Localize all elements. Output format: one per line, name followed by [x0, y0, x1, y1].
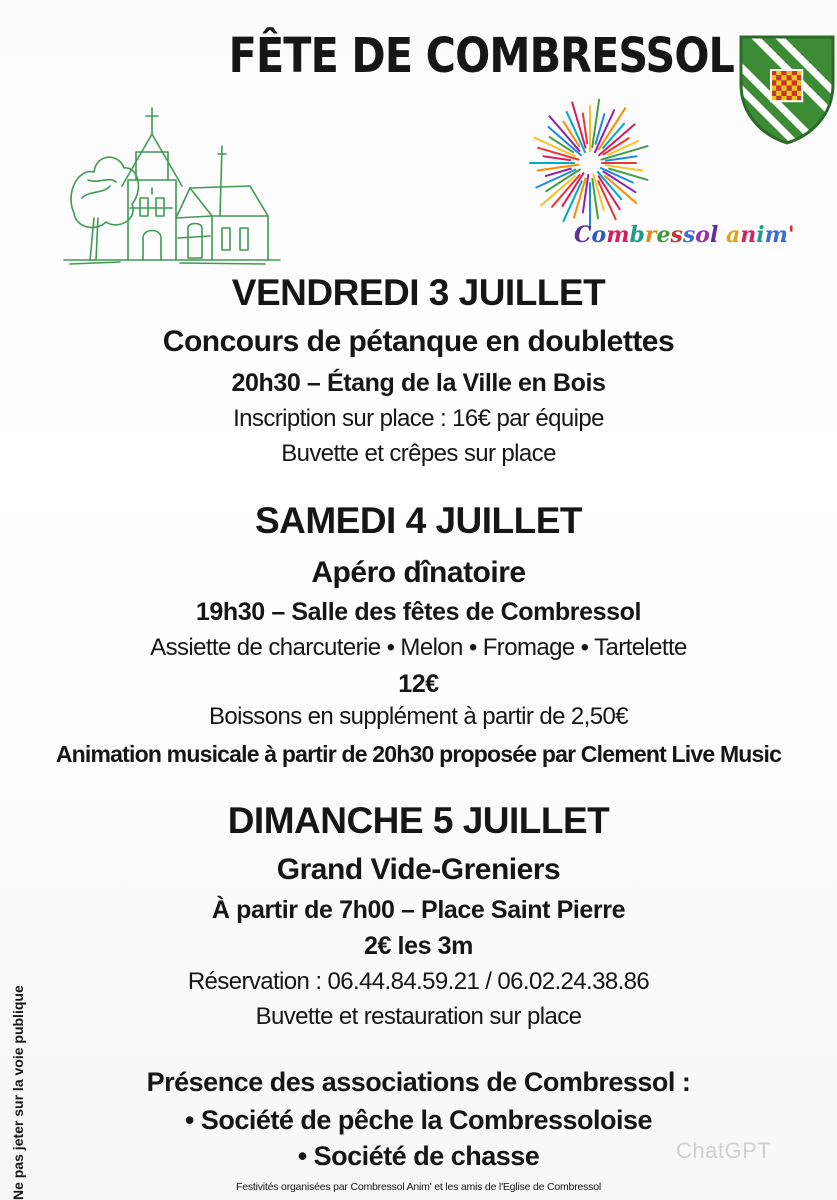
- page-title: FÊTE DE COMBRESSOL: [228, 28, 734, 84]
- logo-letter: m: [764, 222, 788, 248]
- watermark: ChatGPT: [676, 1138, 772, 1163]
- logo-letter: a: [725, 222, 741, 248]
- logo-letter: ': [787, 222, 795, 248]
- friday-time-place: 20h30 – Étang de la Ville en Bois: [231, 369, 606, 397]
- footer-credits: Festivités organisées par Combressol Anim' et les amis de l'Eglise de Combressol: [236, 1181, 601, 1193]
- sunday-event-title: Grand Vide-Greniers: [276, 853, 561, 886]
- saturday-music: Animation musicale à partir de 20h30 proposée par Clement Live Music: [55, 741, 782, 767]
- association-logo-text: [574, 222, 795, 248]
- logo-letter: s: [670, 222, 683, 248]
- coat-of-arms-icon: [738, 34, 836, 146]
- sunday-refreshments: Buvette et restauration sur place: [255, 1003, 582, 1030]
- sunday-price: 2€ les 3m: [364, 932, 473, 960]
- logo-letter: o: [591, 222, 607, 248]
- association-item: • Société de pêche la Combressoloise: [184, 1105, 653, 1135]
- friday-event-title: Concours de pétanque en doublettes: [162, 325, 675, 358]
- sunday-reservation: Réservation : 06.44.84.59.21 / 06.02.24.38.86: [187, 968, 650, 995]
- saturday-price: 12€: [398, 670, 439, 698]
- saturday-day-heading: SAMEDI 4 JUILLET: [254, 500, 583, 541]
- side-note: Ne pas jeter sur la voie publique: [10, 985, 26, 1200]
- logo-letter: l: [709, 222, 719, 248]
- friday-registration: Inscription sur place : 16€ par équipe: [233, 405, 604, 432]
- fireworks-icon: [515, 95, 670, 235]
- logo-letter: o: [695, 222, 710, 248]
- logo-letter: r: [644, 222, 657, 248]
- logo-letter: e: [656, 222, 671, 248]
- logo-letter: [718, 222, 726, 248]
- logo-letter: m: [606, 222, 630, 248]
- sunday-time-place: À partir de 7h00 – Place Saint Pierre: [211, 896, 626, 924]
- saturday-event-title: Apéro dînatoire: [311, 556, 526, 589]
- association-item: • Société de chasse: [297, 1141, 540, 1171]
- saturday-drinks: Boissons en supplément à partir de 2,50€: [209, 703, 628, 730]
- logo-letter: b: [629, 222, 645, 248]
- saturday-menu: Assiette de charcuterie • Melon • Fromage • Tartelette: [150, 634, 687, 661]
- friday-refreshments: Buvette et crêpes sur place: [281, 440, 556, 467]
- logo-letter: s: [682, 222, 696, 248]
- sunday-day-heading: DIMANCHE 5 JUILLET: [227, 800, 610, 841]
- logo-letter: n: [740, 222, 757, 248]
- logo-letter: i: [756, 222, 765, 248]
- saturday-time-place: 19h30 – Salle des fêtes de Combressol: [195, 598, 642, 626]
- logo-letter: C: [574, 222, 592, 248]
- church-sketch-icon: [60, 68, 285, 268]
- associations-heading: Présence des associations de Combressol :: [146, 1067, 691, 1097]
- friday-day-heading: VENDREDI 3 JUILLET: [231, 272, 606, 313]
